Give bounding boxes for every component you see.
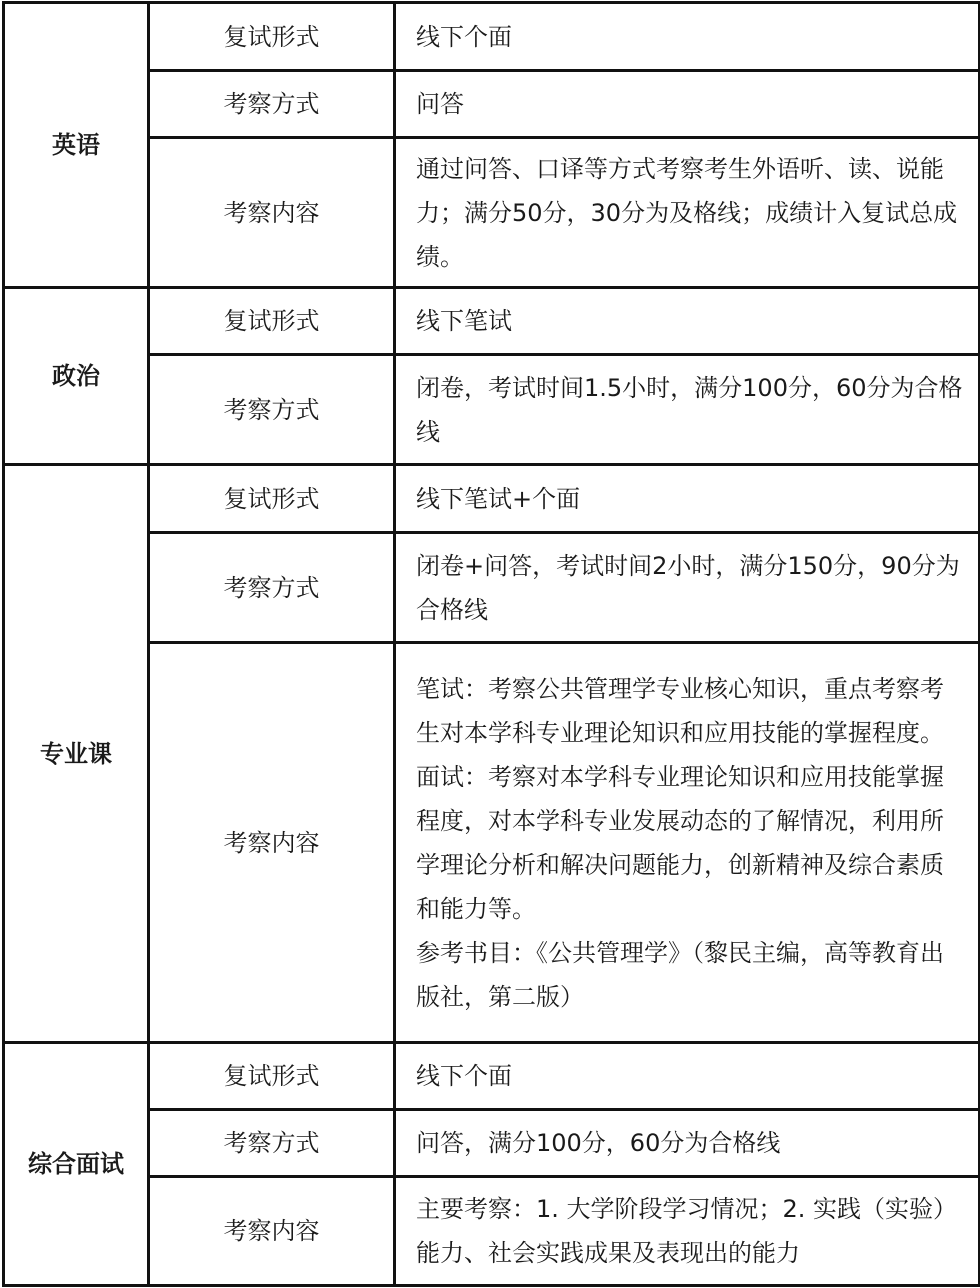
criteria-value-cell — [395, 1110, 980, 1177]
criteria-value-text: 线下笔试+个面 — [416, 484, 581, 513]
exam-requirements-table — [2, 1, 980, 1287]
criteria-value-cell — [395, 465, 980, 533]
criteria-label-cell: 考察方式 — [149, 355, 395, 465]
criteria-value-text: 闭卷+问答，考试时间2小时，满分150分，90分为合格线 — [416, 551, 960, 624]
criteria-value-text: 笔试：考察公共管理学专业核心知识，重点考察考生对本学科专业理论知识和应用技能的掌握程度。 — [416, 674, 944, 747]
criteria-label-cell: 考察方式 — [149, 71, 395, 138]
criteria-label-cell: 复试形式 — [149, 3, 395, 71]
subject-cell: 综合面试 — [4, 1043, 149, 1286]
criteria-value-cell — [395, 138, 980, 288]
criteria-value-cell — [395, 355, 980, 465]
subject-cell: 英语 — [4, 3, 149, 288]
table-row — [4, 1043, 980, 1110]
criteria-label-cell: 复试形式 — [149, 465, 395, 533]
criteria-label-cell: 复试形式 — [149, 1043, 395, 1110]
criteria-value-text: 闭卷，考试时间1.5小时，满分100分，60分为合格线 — [416, 373, 963, 446]
criteria-label-cell: 考察方式 — [149, 1110, 395, 1177]
criteria-value-text: 线下个面 — [416, 22, 512, 51]
criteria-label-cell: 考察内容 — [149, 138, 395, 288]
criteria-value-text: 问答，满分100分，60分为合格线 — [416, 1129, 781, 1157]
table-row — [4, 465, 980, 533]
subject-cell: 专业课 — [4, 465, 149, 1043]
table-body — [4, 3, 980, 1286]
table-row — [4, 1110, 980, 1177]
criteria-value-text: 线下个面 — [416, 1062, 512, 1090]
criteria-value-text: 面试：考察对本学科专业理论知识和应用技能掌握程度，对本学科专业发展动态的了解情况，利用所学理论分析和解决问题能力，创新精神及综合素质和能力等。 — [416, 762, 944, 923]
criteria-value-text: 线下笔试 — [416, 307, 512, 335]
subject-cell: 政治 — [4, 288, 149, 465]
criteria-value-cell — [395, 3, 980, 71]
criteria-label-cell: 考察方式 — [149, 533, 395, 643]
table-row — [4, 355, 980, 465]
criteria-value-text: 通过问答、口译等方式考察考生外语听、读、说能力；满分50分，30分为及格线；成绩计入复试总成绩。 — [416, 154, 958, 271]
criteria-label-cell: 复试形式 — [149, 288, 395, 355]
criteria-value-text: 问答 — [416, 90, 464, 118]
table-row — [4, 138, 980, 288]
table-row — [4, 643, 980, 1043]
criteria-value-cell — [395, 533, 980, 643]
criteria-value-cell — [395, 71, 980, 138]
criteria-value-text: 主要考察：1. 大学阶段学习情况；2. 实践（实验）能力、社会实践成果及表现出的能力 — [416, 1195, 958, 1267]
criteria-value-cell — [395, 1043, 980, 1110]
table-row — [4, 1177, 980, 1286]
criteria-label-cell: 考察内容 — [149, 643, 395, 1043]
criteria-value-cell — [395, 1177, 980, 1286]
table-row — [4, 71, 980, 138]
criteria-label-cell: 考察内容 — [149, 1177, 395, 1286]
table-row — [4, 3, 980, 71]
criteria-value-text: 参考书目：《公共管理学》（黎民主编，高等教育出版社，第二版） — [416, 938, 944, 1011]
criteria-value-cell — [395, 288, 980, 355]
criteria-value-cell — [395, 643, 980, 1043]
table-row — [4, 533, 980, 643]
table-row — [4, 288, 980, 355]
